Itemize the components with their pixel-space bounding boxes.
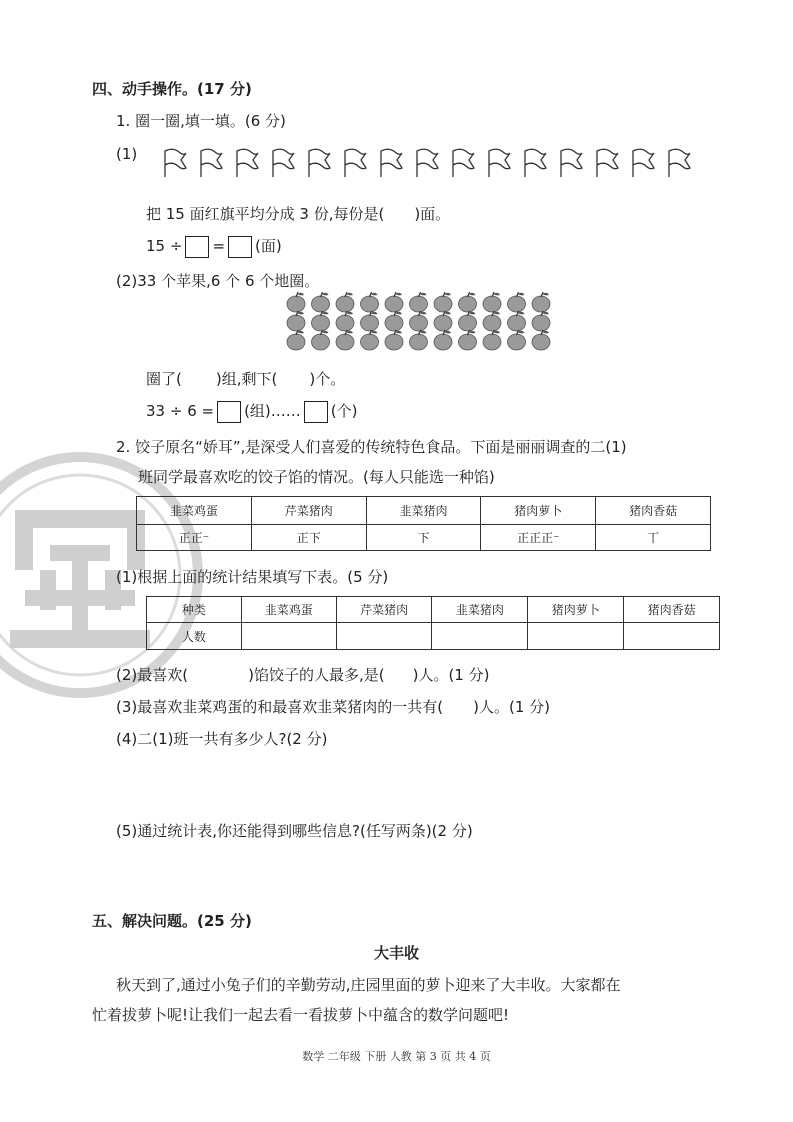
flag-icon <box>309 149 330 177</box>
fill-table-header: 韭菜鸡蛋 <box>241 597 336 623</box>
part2-fill-a: 圈了( <box>146 370 182 388</box>
apple-icon <box>312 292 330 312</box>
fill-table-header: 猪肉萝卜 <box>528 597 624 623</box>
section5-heading: 五、解决问题。(25 分) <box>92 912 252 930</box>
q2-sub2 <box>116 664 489 685</box>
fill-table-header: 芹菜猪肉 <box>336 597 432 623</box>
tally-mark: 正正⁻ <box>137 525 252 551</box>
eq2-unit: (个) <box>330 402 358 420</box>
apple-icon <box>483 311 501 331</box>
sub2-c: )人。(1 分) <box>412 666 490 684</box>
apple-icon <box>361 311 379 331</box>
part2-fill-c: )个。 <box>309 370 346 388</box>
q1-part2-fill <box>146 368 345 389</box>
apple-icon <box>532 330 550 350</box>
q1-equation2 <box>146 400 358 423</box>
story-line1: 秋天到了,通过小兔子们的辛勤劳动,庄园里面的萝卜迎来了大丰收。大家都在 <box>116 976 621 994</box>
flag-icon <box>417 149 438 177</box>
eq2-mid: (组)…… <box>244 402 301 420</box>
tally-header: 韭菜鸡蛋 <box>137 497 252 525</box>
fill-table-cell[interactable] <box>528 623 624 650</box>
eq1-left: 15 ÷ <box>146 237 183 255</box>
apple-icon <box>361 330 379 350</box>
apple-icon <box>508 311 526 331</box>
apple-icon <box>459 311 477 331</box>
flag-icon <box>273 149 294 177</box>
eq2-left: 33 ÷ 6 = <box>146 402 215 420</box>
fill-table <box>146 596 720 650</box>
apple-icon <box>312 311 330 331</box>
q1-part1-label: (1) <box>116 145 138 163</box>
apple-icon <box>287 330 305 350</box>
q2-sub4: (4)二(1)班一共有多少人?(2 分) <box>116 730 328 748</box>
flag-icon <box>669 149 690 177</box>
answer-box[interactable] <box>217 401 241 423</box>
q2-sub3 <box>116 696 550 717</box>
story-line2: 忙着拔萝卜呢!让我们一起去看一看拔萝卜中蕴含的数学问题吧! <box>92 1006 510 1024</box>
apple-icon <box>508 330 526 350</box>
q1-title: 1. 圈一圈,填一填。(6 分) <box>116 112 286 130</box>
apple-icon <box>532 292 550 312</box>
fill-table-header: 种类 <box>147 597 242 623</box>
fill-table-cell[interactable] <box>432 623 528 650</box>
q2-sub1: (1)根据上面的统计结果填写下表。(5 分) <box>116 568 389 586</box>
apple-icon <box>410 292 428 312</box>
tally-mark: 丅 <box>596 525 711 551</box>
apple-icon <box>336 330 354 350</box>
apple-icon <box>434 330 452 350</box>
apple-icon <box>385 330 403 350</box>
apple-icon <box>508 292 526 312</box>
answer-box[interactable] <box>304 401 328 423</box>
tally-header: 韭菜猪肉 <box>366 497 481 525</box>
apple-icon <box>385 292 403 312</box>
flag-icon <box>597 149 618 177</box>
flag-icon <box>201 149 222 177</box>
tally-header: 猪肉香菇 <box>596 497 711 525</box>
apple-icon <box>459 292 477 312</box>
page-footer: 数学 二年级 下册 人教 第 3 页 共 4 页 <box>302 1050 491 1063</box>
tally-table <box>136 496 711 551</box>
flag-icon <box>381 149 402 177</box>
q1-part1-text-b: )面。 <box>414 205 451 223</box>
fill-table-header: 韭菜猪肉 <box>432 597 528 623</box>
flag-icon <box>525 149 546 177</box>
apple-icon <box>336 292 354 312</box>
apple-icon <box>385 311 403 331</box>
sub2-b: )馅饺子的人最多,是( <box>248 666 385 684</box>
apple-icon <box>410 311 428 331</box>
flag-icon <box>165 149 186 177</box>
apple-icon <box>434 311 452 331</box>
flag-icon <box>453 149 474 177</box>
tally-mark: 正正正⁻ <box>481 525 596 551</box>
answer-box[interactable] <box>228 236 252 258</box>
tally-header: 猪肉萝卜 <box>481 497 596 525</box>
q2-sub5: (5)通过统计表,你还能得到哪些信息?(任写两条)(2 分) <box>116 822 473 840</box>
flag-icon <box>345 149 366 177</box>
part2-fill-b: )组,剩下( <box>215 370 278 388</box>
fill-table-cell[interactable] <box>241 623 336 650</box>
flag-icon <box>237 149 258 177</box>
tally-mark: 下 <box>366 525 481 551</box>
q2-intro-line1: 2. 饺子原名“娇耳”,是深受人们喜爱的传统特色食品。下面是丽丽调查的二(1) <box>116 438 627 456</box>
eq1-unit: (面) <box>255 237 282 255</box>
q2-intro-line2: 班同学最喜欢吃的饺子馅的情况。(每人只能选一种馅) <box>138 468 495 486</box>
fill-table-cell[interactable] <box>336 623 432 650</box>
apple-icon <box>459 330 477 350</box>
sub3-a: (3)最喜欢韭菜鸡蛋的和最喜欢韭菜猪肉的一共有( <box>116 698 444 716</box>
apple-icon <box>532 311 550 331</box>
apple-icon <box>410 330 428 350</box>
apple-icon <box>312 330 330 350</box>
flag-icon <box>633 149 654 177</box>
fill-table-row-label: 人数 <box>147 623 242 650</box>
answer-box[interactable] <box>185 236 209 258</box>
fill-table-cell[interactable] <box>624 623 720 650</box>
q1-part1-text-a: 把 15 面红旗平均分成 3 份,每份是( <box>146 205 385 223</box>
q1-part2-text: (2)33 个苹果,6 个 6 个地圈。 <box>116 272 320 290</box>
q1-part1-question <box>146 203 450 224</box>
q1-equation1 <box>146 235 282 258</box>
apple-icon <box>287 311 305 331</box>
apple-icon <box>361 292 379 312</box>
apple-grid <box>286 292 566 354</box>
story-title: 大丰收 <box>373 944 419 962</box>
apple-icon <box>483 330 501 350</box>
section4-heading: 四、动手操作。(17 分) <box>92 80 252 98</box>
tally-header: 芹菜猪肉 <box>251 497 366 525</box>
sub3-b: )人。(1 分) <box>473 698 550 716</box>
eq1-equals: = <box>212 237 226 255</box>
apple-icon <box>483 292 501 312</box>
apple-icon <box>336 311 354 331</box>
fill-table-header: 猪肉香菇 <box>624 597 720 623</box>
flag-icon <box>489 149 510 177</box>
apple-icon <box>287 292 305 312</box>
sub2-a: (2)最喜欢( <box>116 666 189 684</box>
flag-row <box>162 147 702 179</box>
tally-mark: 正下 <box>251 525 366 551</box>
flag-icon <box>561 149 582 177</box>
apple-icon <box>434 292 452 312</box>
